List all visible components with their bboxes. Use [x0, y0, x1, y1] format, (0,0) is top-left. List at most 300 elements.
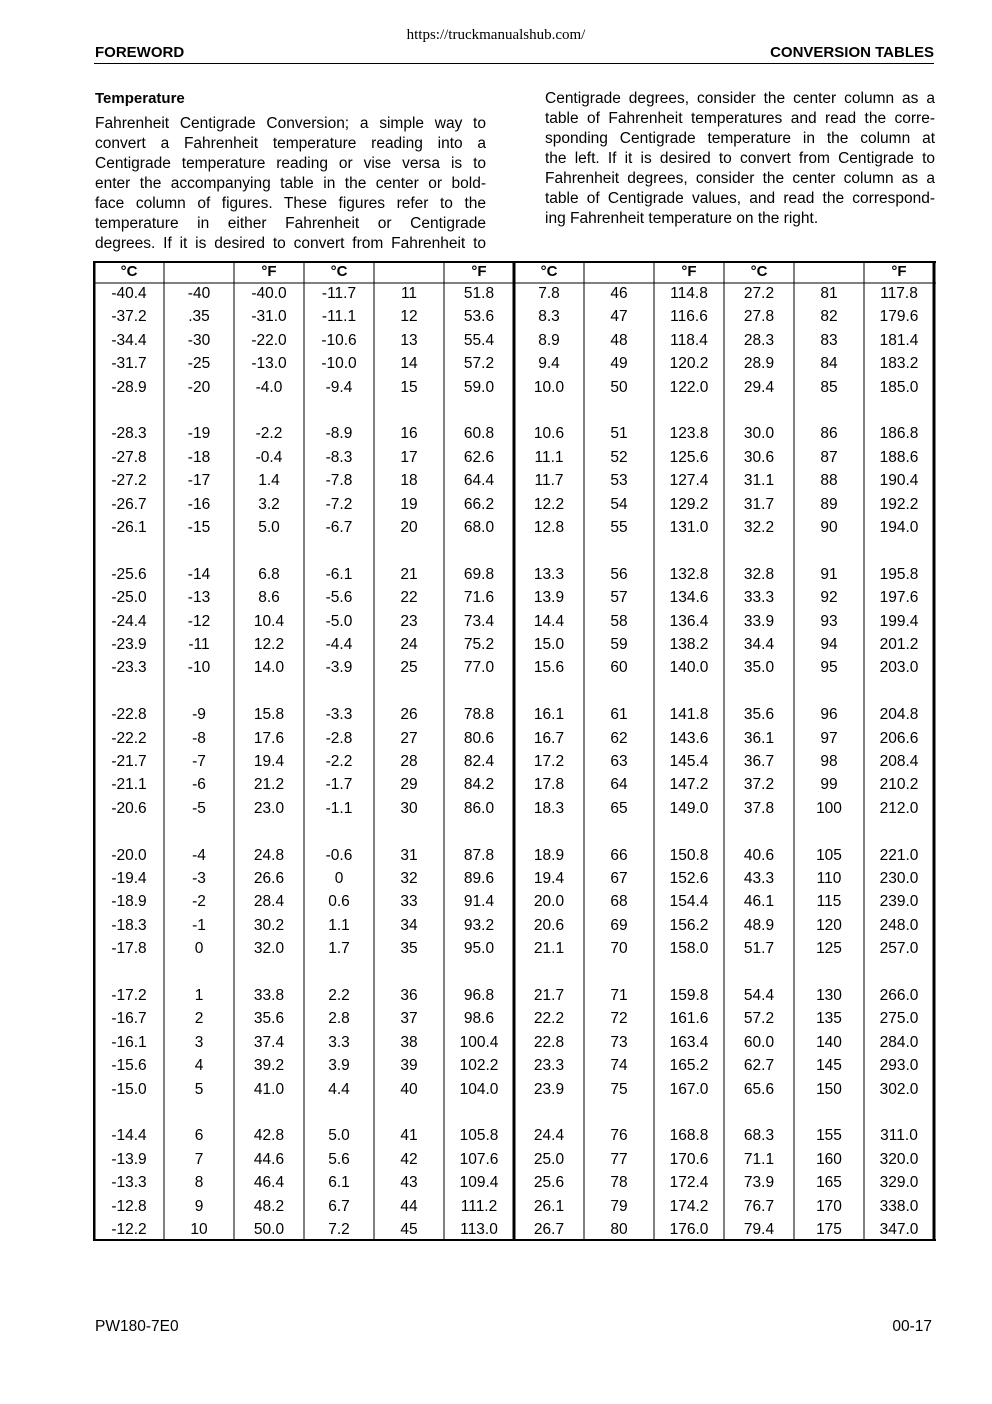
table-row	[93, 1056, 936, 1076]
table-cell: 338.0	[879, 1197, 919, 1215]
table-cell: 186.8	[879, 425, 919, 443]
table-cell: 27.2	[743, 285, 775, 302]
table-cell: 78	[610, 1174, 628, 1192]
table-cell: -17.2	[111, 987, 147, 1004]
text-line: enter the accompanying table in the center or bold-	[95, 175, 486, 192]
table-cell: 29.4	[743, 378, 775, 396]
table-cell: 2	[194, 1010, 204, 1028]
table-cell: 26	[400, 706, 418, 724]
table-cell: 40.6	[743, 846, 775, 864]
text-line: table of Centigrade values, and read the correspond-	[545, 190, 935, 207]
table-cell: 64	[610, 776, 628, 794]
table-cell: 14.4	[533, 612, 565, 630]
table-cell: 44.6	[253, 1150, 285, 1168]
table-cell: 36	[400, 987, 418, 1004]
table-cell: 170.6	[669, 1150, 709, 1168]
table-row	[93, 658, 936, 678]
table-cell: -14	[187, 565, 211, 583]
table-cell: 53.6	[463, 308, 495, 326]
table-cell: 147.2	[669, 776, 709, 794]
table-cell: 16	[400, 425, 418, 443]
table-row	[93, 331, 936, 351]
table-cell: -28.9	[111, 378, 147, 396]
table-cell: 1	[194, 987, 204, 1004]
table-cell: 31.1	[743, 472, 775, 490]
source-url: https://truckmanualshub.com/	[406, 27, 586, 43]
table-row	[93, 1173, 936, 1193]
table-cell: 6.8	[258, 565, 280, 583]
table-cell: 15	[400, 378, 418, 396]
table-row	[93, 588, 936, 608]
table-cell: 7.2	[328, 1221, 350, 1238]
table-cell: 18.3	[533, 799, 565, 817]
table-cell: 83	[820, 331, 838, 349]
table-cell: 66	[610, 846, 628, 864]
table-cell: 176.0	[669, 1221, 709, 1238]
table-cell: 73.9	[743, 1174, 775, 1192]
table-cell: 48.9	[743, 916, 775, 934]
table-cell: 204.8	[879, 706, 919, 724]
table-cell: 230.0	[879, 870, 919, 887]
table-row	[93, 378, 936, 398]
table-row	[93, 448, 936, 468]
table-cell: 98.6	[463, 1010, 495, 1028]
table-cell: 105.8	[459, 1127, 499, 1145]
table-cell: 68.0	[463, 519, 495, 536]
table-cell: 0	[334, 870, 344, 887]
table-cell: -24.4	[111, 612, 147, 630]
table-cell: 69	[610, 916, 628, 934]
table-cell: -12.8	[111, 1197, 147, 1215]
table-cell: 11.7	[534, 472, 564, 490]
table-cell: 30.0	[743, 425, 775, 443]
table-cell: 284.0	[879, 1033, 919, 1051]
table-cell: 188.6	[879, 448, 919, 466]
table-cell: -31.7	[111, 355, 147, 373]
table-cell: 170	[816, 1197, 842, 1215]
table-cell: 30.2	[253, 916, 285, 934]
table-cell: -3.3	[325, 706, 353, 724]
table-cell: 24.8	[253, 846, 285, 864]
table-cell: 76.7	[743, 1197, 775, 1215]
table-cell: 12.2	[253, 636, 285, 653]
table-row	[93, 565, 936, 585]
table-cell: 46.4	[253, 1174, 285, 1192]
table-cell: 190.4	[879, 472, 919, 490]
table-cell: 136.4	[669, 612, 709, 630]
table-cell: 34	[400, 916, 418, 934]
table-cell: 24	[400, 636, 418, 653]
table-cell: 13.3	[533, 565, 565, 583]
table-cell: 158.0	[669, 940, 709, 958]
table-cell: 35.0	[743, 659, 775, 677]
table-cell: 104.0	[459, 1080, 499, 1098]
table-cell: 221.0	[879, 846, 919, 864]
table-cell: 0	[194, 940, 204, 958]
table-cell: 18.9	[533, 846, 565, 864]
table-cell: 39.2	[253, 1057, 285, 1075]
table-cell: 28.9	[743, 355, 775, 373]
table-cell: -20.0	[111, 846, 147, 864]
table-cell: 95.0	[463, 940, 495, 958]
table-cell: 89.6	[463, 870, 495, 887]
table-cell: 32.2	[743, 519, 775, 536]
table-cell: 12.8	[533, 519, 565, 536]
table-cell: 42	[400, 1150, 418, 1168]
table-cell: 179.6	[879, 308, 919, 326]
table-cell: 97	[820, 729, 838, 747]
table-cell: 15.0	[533, 636, 565, 653]
table-cell: 93.2	[463, 916, 495, 934]
table-row	[93, 916, 936, 936]
text-line: table of Fahrenheit temperatures and read the corre-	[545, 110, 935, 127]
table-cell: -1.1	[325, 799, 353, 817]
table-cell: 79.4	[743, 1221, 775, 1238]
table-cell: 199.4	[879, 612, 919, 630]
table-row	[93, 775, 936, 795]
table-cell: 25.6	[533, 1174, 565, 1192]
table-cell: 63	[610, 753, 628, 770]
table-cell: 21	[400, 565, 418, 583]
table-cell: 28	[400, 753, 418, 770]
table-cell: 293.0	[879, 1057, 919, 1075]
table-cell: -5	[192, 799, 206, 817]
table-row	[93, 284, 936, 304]
table-row	[93, 518, 936, 538]
table-cell: 192.2	[879, 495, 919, 513]
table-row	[93, 705, 936, 725]
table-row	[93, 424, 936, 444]
table-cell: 165.2	[669, 1057, 709, 1075]
table-cell: 99	[820, 776, 838, 794]
table-cell: 5	[194, 1080, 204, 1098]
table-cell: -2.2	[325, 753, 353, 770]
table-cell: 17.6	[253, 729, 285, 747]
table-cell: 145	[816, 1057, 842, 1075]
table-cell: -23.3	[111, 659, 147, 677]
table-cell: 43.3	[743, 870, 775, 887]
table-cell: 21.7	[533, 987, 565, 1004]
table-cell: 54	[610, 495, 628, 513]
table-cell: 181.4	[879, 331, 919, 349]
table-cell: 57.2	[743, 1010, 775, 1028]
table-cell: -23.9	[111, 636, 147, 653]
table-cell: 9.4	[538, 355, 560, 373]
text-line: Fahrenheit Centigrade Conversion; a simple way to	[95, 115, 486, 132]
table-cell: -8	[192, 729, 206, 747]
table-cell: 35.6	[743, 706, 775, 724]
text-line: Centigrade temperature reading or vise versa is to	[95, 155, 486, 172]
header-rule	[94, 63, 934, 64]
table-cell: 21.2	[253, 776, 285, 794]
table-cell: 311.0	[880, 1127, 918, 1145]
table-cell: 109.4	[459, 1174, 499, 1192]
table-cell: -10.6	[321, 331, 357, 349]
table-cell: 80.6	[463, 729, 495, 747]
table-cell: -28.3	[111, 425, 147, 443]
table-cell: 10.6	[533, 425, 565, 443]
table-cell: 40	[400, 1080, 418, 1098]
table-cell: 34.4	[743, 636, 775, 653]
table-cell: 347.0	[879, 1221, 919, 1238]
table-cell: 172.4	[669, 1174, 709, 1192]
table-cell: -7	[192, 753, 206, 770]
table-cell: -25	[187, 355, 211, 373]
table-cell: 82.4	[463, 753, 495, 770]
table-cell: 31	[400, 846, 418, 864]
table-cell: -26.1	[111, 519, 147, 536]
table-cell: 6.7	[328, 1197, 350, 1215]
table-cell: 41.0	[253, 1080, 285, 1098]
table-cell: 23.9	[533, 1080, 565, 1098]
table-cell: 195.8	[879, 565, 919, 583]
table-cell: 90	[820, 519, 838, 536]
table-cell: 25.0	[533, 1150, 565, 1168]
table-cell: 87	[820, 448, 838, 466]
column-header: °C	[750, 263, 768, 280]
intro-paragraph-right	[545, 89, 935, 229]
table-cell: 44	[400, 1197, 418, 1215]
table-cell: -6.1	[325, 565, 353, 583]
table-cell: 75.2	[463, 636, 495, 653]
table-cell: 96.8	[463, 987, 495, 1004]
table-cell: 86	[820, 425, 838, 443]
table-row	[93, 729, 936, 749]
table-cell: 60	[610, 659, 628, 677]
table-row	[93, 495, 936, 515]
table-cell: 84.2	[463, 776, 495, 794]
table-cell: -22.8	[111, 706, 147, 724]
table-cell: 111.2	[460, 1197, 498, 1215]
table-cell: 125.6	[669, 448, 709, 466]
table-cell: 81	[820, 285, 838, 302]
table-cell: 56	[610, 565, 628, 583]
table-cell: -20	[187, 378, 211, 396]
table-cell: 131.0	[669, 519, 709, 536]
table-cell: 62.6	[463, 448, 495, 466]
section-title: Temperature	[95, 90, 185, 107]
table-cell: 33.8	[253, 987, 285, 1004]
table-cell: 86.0	[463, 799, 495, 817]
table-cell: 71	[610, 987, 628, 1004]
table-row	[93, 892, 936, 912]
table-cell: -21.1	[111, 776, 147, 794]
table-cell: 65.6	[743, 1080, 775, 1098]
table-row	[93, 1126, 936, 1146]
table-row	[93, 1009, 936, 1029]
table-cell: 110	[816, 870, 842, 887]
table-cell: 19.4	[253, 753, 285, 770]
table-cell: 76	[610, 1127, 628, 1145]
table-cell: 42.8	[253, 1127, 285, 1145]
table-cell: 31.7	[743, 495, 775, 513]
table-cell: -18.3	[111, 916, 147, 934]
text-line: degrees. If it is desired to convert from Fahrenheit to	[95, 235, 486, 252]
table-cell: 7	[194, 1150, 204, 1168]
table-header-row	[93, 262, 936, 282]
table-cell: 118.4	[670, 331, 708, 349]
table-row	[93, 612, 936, 632]
table-cell: 66.2	[463, 495, 495, 513]
table-cell: 59	[610, 636, 628, 653]
table-cell: 248.0	[879, 916, 919, 934]
table-cell: 20.6	[533, 916, 565, 934]
table-cell: 48.2	[253, 1197, 285, 1215]
table-cell: 69.8	[463, 565, 495, 583]
table-cell: 32	[400, 870, 418, 887]
table-cell: 30	[400, 799, 418, 817]
table-cell: 62	[610, 729, 628, 747]
table-cell: 48	[610, 331, 628, 349]
table-cell: 25	[400, 659, 418, 677]
text-line: face column of figures. These figures refer to the	[95, 195, 486, 212]
table-cell: 98	[820, 753, 838, 770]
table-row	[93, 799, 936, 819]
table-cell: 28.3	[743, 331, 775, 349]
table-cell: -8.3	[325, 448, 353, 466]
table-cell: 55	[610, 519, 628, 536]
table-cell: 239.0	[879, 893, 919, 911]
table-cell: 115	[816, 893, 842, 911]
table-cell: 5.6	[328, 1150, 350, 1168]
table-cell: 33.9	[743, 612, 775, 630]
table-row	[93, 939, 936, 959]
table-cell: 95	[820, 659, 838, 677]
column-header: °C	[540, 263, 558, 280]
table-cell: -15	[187, 519, 211, 536]
table-cell: 36.1	[743, 729, 775, 747]
text-line: Fahrenheit degrees, consider the center column as a	[545, 170, 935, 187]
table-cell: -3	[192, 870, 206, 887]
table-cell: 129.2	[669, 495, 709, 513]
table-cell: 212.0	[879, 799, 919, 817]
table-cell: -20.6	[111, 799, 147, 817]
table-cell: -27.8	[111, 448, 147, 466]
table-cell: 64.4	[463, 472, 495, 490]
table-cell: 75	[610, 1080, 628, 1098]
table-cell: 11.1	[534, 448, 564, 466]
table-cell: 49	[610, 355, 628, 373]
table-cell: 167.0	[669, 1080, 709, 1098]
table-cell: 67	[610, 870, 628, 887]
table-cell: 113.0	[460, 1221, 498, 1238]
table-cell: 14.0	[253, 659, 285, 677]
table-cell: 3.9	[328, 1057, 350, 1075]
table-cell: 79	[610, 1197, 628, 1215]
table-cell: 22	[400, 589, 418, 607]
table-cell: -12.2	[111, 1221, 147, 1238]
table-cell: 28.4	[253, 893, 285, 911]
table-cell: 94	[820, 636, 838, 653]
table-cell: -5.0	[325, 612, 353, 630]
table-cell: -10	[187, 659, 211, 677]
table-cell: 122.0	[669, 378, 709, 396]
table-cell: 87.8	[463, 846, 495, 864]
table-cell: -11.1	[321, 308, 357, 326]
table-cell: 138.2	[669, 636, 709, 653]
table-cell: 4	[194, 1057, 204, 1075]
table-cell: 150.8	[669, 846, 709, 864]
table-cell: 11	[400, 285, 418, 302]
table-cell: 114.8	[670, 285, 708, 302]
table-cell: -16.1	[111, 1033, 147, 1051]
text-line: the left. If it is desired to convert from Centigrade to	[545, 150, 935, 167]
table-cell: -13.9	[111, 1150, 147, 1168]
table-cell: -22.0	[251, 331, 287, 349]
table-cell: 23.3	[533, 1057, 565, 1075]
text-line: ing Fahrenheit temperature on the right.	[545, 210, 819, 227]
table-cell: 127.4	[669, 472, 709, 490]
table-cell: 160	[816, 1150, 842, 1168]
table-cell: 257.0	[879, 940, 919, 958]
table-row	[93, 1150, 936, 1170]
table-cell: 10.4	[253, 612, 285, 630]
table-row	[93, 869, 936, 889]
table-cell: 125	[816, 940, 842, 958]
table-cell: 9	[194, 1197, 204, 1215]
table-cell: 3.3	[328, 1033, 350, 1051]
table-cell: -13.0	[251, 355, 287, 373]
table-cell: -16	[187, 495, 211, 513]
table-cell: 3	[194, 1033, 204, 1051]
table-cell: 4.4	[328, 1080, 350, 1098]
table-cell: 78.8	[463, 706, 495, 724]
table-cell: 35	[400, 940, 418, 958]
table-row	[93, 1033, 936, 1053]
table-cell: 45	[400, 1221, 418, 1238]
table-cell: 2.8	[328, 1010, 350, 1028]
table-cell: -18	[187, 448, 211, 466]
table-cell: -22.2	[111, 729, 147, 747]
table-cell: 37	[400, 1010, 418, 1028]
table-cell: 102.2	[459, 1057, 499, 1075]
column-header: °F	[261, 263, 277, 280]
table-row	[93, 1080, 936, 1100]
table-cell: 74	[610, 1057, 628, 1075]
table-cell: -4.0	[255, 378, 283, 396]
table-cell: 50	[610, 378, 628, 396]
table-cell: -25.6	[111, 565, 147, 583]
table-cell: 35.6	[253, 1010, 285, 1028]
table-cell: -13	[187, 589, 211, 607]
table-row	[93, 1197, 936, 1217]
table-cell: 10	[190, 1221, 208, 1238]
table-cell: 154.4	[669, 893, 709, 911]
table-cell: 105	[816, 846, 842, 864]
table-cell: 62.7	[743, 1057, 775, 1075]
table-cell: 163.4	[669, 1033, 709, 1051]
table-cell: 17.2	[533, 753, 565, 770]
table-cell: -14.4	[111, 1127, 147, 1145]
table-cell: 130	[816, 987, 842, 1004]
text-line: sponding Centigrade temperature in the column at	[545, 130, 935, 147]
table-cell: 100.4	[459, 1033, 499, 1051]
table-cell: -40	[187, 285, 211, 302]
table-cell: 12.2	[533, 495, 565, 513]
table-cell: 145.4	[669, 753, 709, 770]
table-cell: 68	[610, 893, 628, 911]
table-cell: 77.0	[463, 659, 495, 677]
table-cell: 46.1	[743, 893, 775, 911]
table-cell: 91.4	[463, 893, 495, 911]
table-cell: 72	[610, 1010, 628, 1028]
table-cell: -12	[187, 612, 211, 630]
table-cell: 20.0	[533, 893, 565, 911]
table-cell: -5.6	[325, 589, 353, 607]
table-cell: 320.0	[879, 1150, 919, 1168]
table-cell: 59.0	[463, 378, 495, 396]
table-cell: 175	[816, 1221, 842, 1238]
